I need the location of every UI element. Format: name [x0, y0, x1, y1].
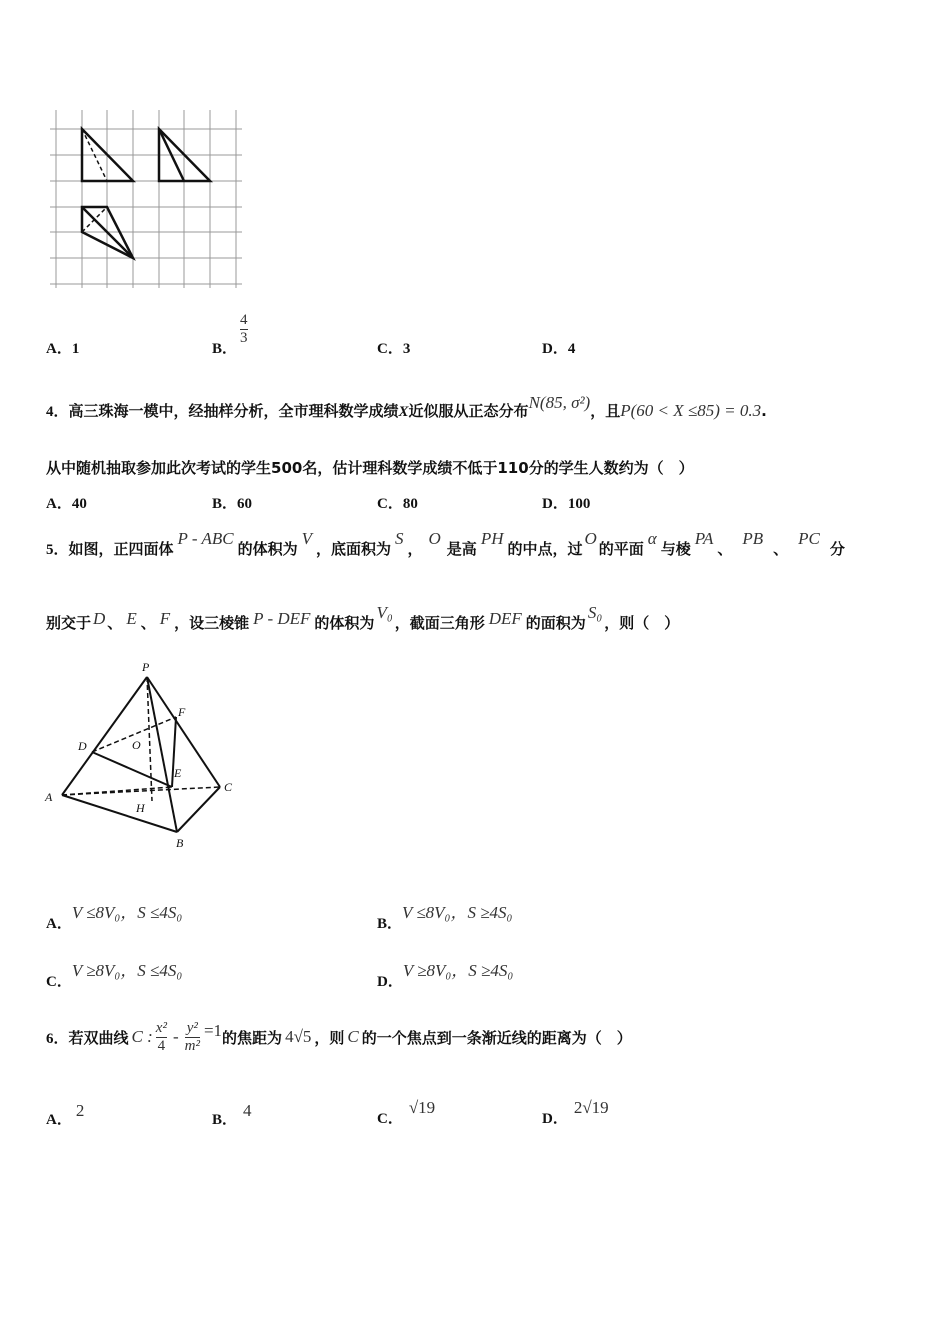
question-text: 高三珠海一模中，经抽样分析，全市理科数学成绩: [68, 402, 399, 420]
question-text: ，则（ ）: [604, 614, 680, 632]
q5-option-b[interactable]: [377, 898, 513, 932]
label-f: F: [178, 705, 186, 719]
q4-option-d[interactable]: [542, 492, 590, 513]
q3-option-d[interactable]: [542, 337, 575, 358]
q5-option-c[interactable]: [46, 956, 183, 990]
question-text: ，则: [314, 1028, 345, 1047]
q4-option-b[interactable]: [212, 492, 252, 513]
label-d: D: [78, 739, 87, 753]
question-text: 若双曲线: [68, 1028, 129, 1047]
option-letter: B．: [377, 916, 403, 932]
question-text: ，: [407, 540, 423, 558]
math-variable: PB: [742, 529, 764, 548]
question-text: .: [761, 402, 767, 420]
option-letter: C．: [46, 974, 72, 990]
option-letter: B．: [212, 341, 238, 357]
fraction-numerator: 4: [240, 312, 248, 328]
math-variable: D: [93, 609, 106, 628]
option-value: √19: [408, 1098, 436, 1117]
q5-stem-line1: [46, 529, 845, 559]
option-letter: C．: [377, 496, 403, 512]
q4-stem-line2: 从中随机抽取参加此次考试的学生500名，估计理科数学成绩不低于110分的学生人数约为（ ）: [46, 459, 694, 477]
q5-stem-line2: [46, 603, 680, 633]
question-text: 的中点，过: [507, 540, 583, 558]
option-value: 40: [71, 496, 87, 512]
question-text: 分: [829, 540, 845, 558]
question-text: ，截面三角形: [394, 614, 485, 632]
math-variable: α: [647, 529, 657, 548]
fraction-x: [156, 1020, 167, 1054]
question-text: 的一个焦点到一条渐近线的距离为（ ）: [361, 1028, 632, 1047]
option-letter: A．: [46, 1112, 72, 1128]
question-number: 5．: [46, 542, 69, 558]
option-letter: A．: [46, 916, 72, 932]
label-a: A: [45, 790, 53, 804]
option-letter: D．: [377, 974, 403, 990]
q3-option-b-fraction: [240, 312, 248, 346]
fraction-denominator: 3: [240, 329, 248, 346]
option-letter: D．: [542, 1111, 568, 1127]
q4-option-c[interactable]: [377, 492, 418, 513]
question-text: 近似服从正态分布: [408, 402, 529, 420]
option-letter: A．: [46, 496, 72, 512]
option-value: 60: [237, 496, 253, 512]
option-value: 3: [402, 341, 411, 357]
option-value: V ≥8V₀，S ≤4S₀: [71, 961, 183, 980]
fraction-y: [185, 1020, 200, 1054]
label-o: O: [132, 738, 141, 752]
option-letter: A．: [46, 341, 72, 357]
question-text: 、: [140, 614, 156, 632]
option-value: V ≤8V₀，S ≥4S₀: [402, 903, 513, 922]
math-variable: PA: [694, 529, 714, 548]
math-variable: V: [301, 529, 312, 548]
option-value: 100: [567, 496, 591, 512]
q6-option-c[interactable]: [377, 1097, 436, 1127]
fraction-numerator: y²: [186, 1020, 198, 1036]
question-text: 与棱: [660, 540, 691, 558]
q5-option-a[interactable]: [46, 898, 183, 932]
question-number: 4．: [46, 404, 69, 420]
math-expression: N(85, σ²): [528, 393, 591, 412]
question-text: 的面积为: [525, 614, 586, 632]
tetrahedron-figure: [40, 655, 250, 855]
question-text: 、: [773, 540, 789, 558]
label-c: C: [224, 780, 233, 794]
question-text: 是高: [446, 540, 477, 558]
q4-stem-line1: [46, 393, 767, 421]
question-text: 、: [107, 614, 123, 632]
question-number: 6．: [46, 1030, 69, 1047]
question-text: ，设三棱锥: [174, 614, 250, 632]
math-variable: V₀: [376, 603, 393, 622]
option-letter: B．: [212, 496, 238, 512]
math-expression: P(60 < X ≤85) = 0.3: [620, 401, 762, 420]
label-e: E: [174, 766, 182, 780]
fraction-denominator: m²: [184, 1037, 200, 1054]
math-expression: 4√5: [285, 1027, 312, 1046]
math-variable: O: [428, 529, 441, 548]
label-h: H: [136, 801, 145, 815]
question-text: 的平面: [598, 540, 644, 558]
option-value: V ≥8V₀，S ≥4S₀: [402, 961, 514, 980]
math-expression: P - ABC: [177, 529, 234, 548]
label-p: P: [142, 660, 150, 674]
question-text: ，且: [590, 402, 621, 420]
fraction-numerator: x²: [155, 1020, 167, 1036]
option-letter: C．: [377, 341, 403, 357]
q3-option-a[interactable]: [46, 337, 79, 358]
math-variable: C: [347, 1027, 359, 1046]
math-variable: X: [398, 404, 409, 420]
math-variable: E: [126, 609, 137, 628]
q6-option-b[interactable]: [212, 1100, 252, 1128]
question-text: 的焦距为: [222, 1028, 283, 1047]
q4-option-a[interactable]: [46, 492, 87, 513]
question-text: 别交于: [46, 614, 92, 632]
math-variable: DEF: [488, 609, 522, 628]
question-text: 的体积为: [237, 540, 298, 558]
math-expression: C :: [131, 1027, 153, 1046]
option-value: 80: [402, 496, 418, 512]
math-variable: PH: [480, 529, 504, 548]
q6-option-a[interactable]: [46, 1100, 85, 1128]
math-variable: S₀: [587, 603, 603, 622]
q6-option-d[interactable]: [542, 1097, 609, 1127]
q5-option-d[interactable]: [377, 956, 514, 990]
three-view-figure: [48, 108, 244, 290]
question-text: ，底面积为: [315, 540, 391, 558]
option-letter: D．: [542, 341, 568, 357]
option-value: 2: [75, 1101, 85, 1120]
label-b: B: [176, 836, 184, 850]
math-variable: S: [395, 529, 404, 548]
q3-option-b[interactable]: [212, 337, 237, 358]
fraction-denominator: 4: [157, 1037, 166, 1054]
option-value: 2√19: [573, 1098, 609, 1117]
math-variable: O: [584, 529, 597, 548]
option-value: 4: [243, 1101, 252, 1120]
option-letter: D．: [542, 496, 568, 512]
question-text: 如图，正四面体: [68, 540, 174, 558]
math-expression: P - DEF: [253, 609, 311, 628]
question-text: 、: [717, 540, 733, 558]
math-operator: -: [172, 1027, 179, 1046]
option-value: V ≤8V₀，S ≤4S₀: [71, 903, 183, 922]
math-expression: =1: [203, 1021, 223, 1040]
option-value: 1: [71, 341, 80, 357]
math-variable: F: [159, 609, 171, 628]
question-text: 的体积为: [314, 614, 375, 632]
q3-option-c[interactable]: [377, 337, 410, 358]
q6-stem: [46, 1014, 632, 1060]
math-variable: PC: [798, 529, 820, 548]
option-value: 4: [567, 341, 576, 357]
option-letter: C．: [377, 1111, 403, 1127]
option-letter: B．: [212, 1112, 238, 1128]
